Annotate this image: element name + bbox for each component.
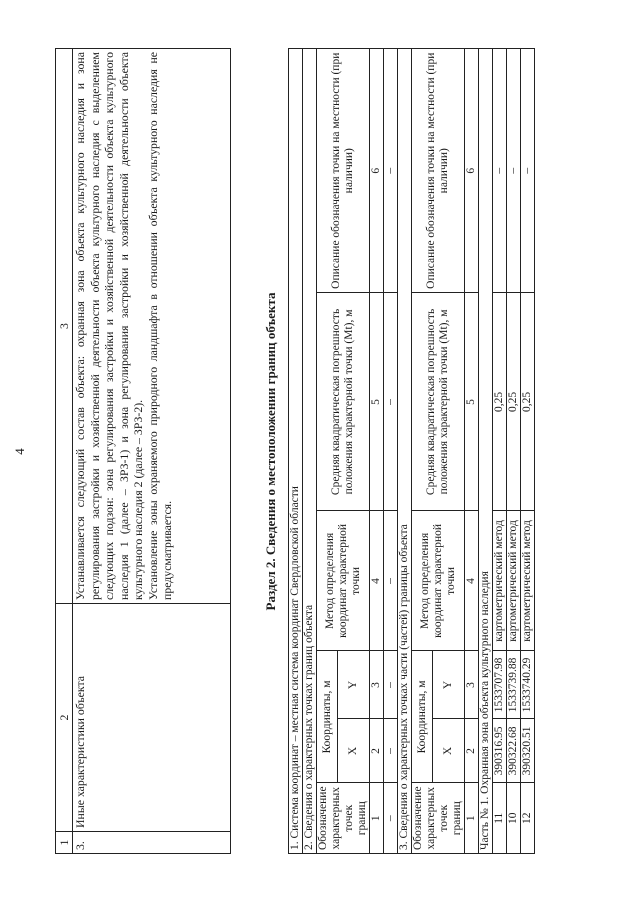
table1-header-cell: 1 — [56, 832, 73, 854]
table1-text-paragraph: Устанавливается следующий состав объекта: охранная зона объекта культурного наследия и зона регулирования застройки и хозяйственной деятельности объекта культурного наследия с выделением следующих подзон: зона регулирования застройки и хозяйственной деятельности объекта культурного наследия 1 (далее – ЗРЗ-1) и зона регулирования застройки и хозяйственной деятельности объекта культурного наследия 2 (далее – ЗРЗ-2). — [73, 52, 145, 600]
point-id: 11 — [493, 783, 507, 854]
point-id: 10 — [507, 783, 521, 854]
point-description: – — [507, 49, 521, 293]
page-number: 4 — [12, 448, 27, 455]
column-number: 5 — [465, 293, 479, 511]
point-description: – — [521, 49, 535, 293]
table1-header-cell: 3 — [56, 49, 73, 604]
coordinate-system-row: 1. Система координат – местная система координат Свердловской области — [289, 49, 303, 854]
column-number: 4 — [370, 511, 384, 651]
header-coordinates: Координаты, м — [317, 651, 338, 783]
dash-cell: – — [384, 511, 398, 651]
dash-cell: – — [384, 719, 398, 783]
section-row: 2. Сведения о характерных точках границ объекта — [303, 49, 317, 854]
point-method: картометрический метод — [493, 511, 507, 651]
column-number: 6 — [370, 49, 384, 293]
table1-row-label: Иные характеристики объекта — [73, 604, 231, 832]
point-method: картометрический метод — [507, 511, 521, 651]
header-y: Y — [338, 651, 370, 719]
point-description: – — [493, 49, 507, 293]
header-method: Метод определения координат характерной точки — [412, 511, 465, 651]
header-coordinates: Координаты, м — [412, 651, 433, 783]
column-number: 2 — [370, 719, 384, 783]
header-y: Y — [433, 651, 465, 719]
column-number: 6 — [465, 49, 479, 293]
point-mt: 0,25 — [493, 293, 507, 511]
table1-row-number: 3. — [73, 832, 231, 854]
column-number: 3 — [370, 651, 384, 719]
section-title: Раздел 2. Сведения о местоположении границ объекта — [263, 292, 278, 611]
point-method: картометрический метод — [521, 511, 535, 651]
header-x: X — [338, 719, 370, 783]
point-y: 1533707.98 — [493, 651, 507, 719]
table1-text-paragraph: Установление зоны охраняемого природного ландшафта в отношении объекта культурного наследия не предусматривается. — [145, 52, 174, 600]
table1-header-cell: 2 — [56, 604, 73, 832]
header-error: Средняя квадратическая погрешность положения характерной точки (Mt), м — [317, 293, 370, 511]
point-id: 12 — [521, 783, 535, 854]
column-number: 3 — [465, 651, 479, 719]
point-y: 1533739.88 — [507, 651, 521, 719]
point-mt: 0,25 — [521, 293, 535, 511]
header-description: Описание обозначения точки на местности (при наличии) — [412, 49, 465, 293]
boundary-table — [288, 48, 535, 854]
point-x: 390320.51 — [521, 719, 535, 783]
dash-cell: – — [384, 783, 398, 854]
column-number: 5 — [370, 293, 384, 511]
header-designation: Обозначение характерных точек границ — [317, 783, 370, 854]
point-x: 390316.95 — [493, 719, 507, 783]
section-row: 3. Сведения о характерных точках части (частей) границы объекта — [398, 49, 412, 854]
point-y: 1533740.29 — [521, 651, 535, 719]
table-row — [507, 49, 521, 854]
header-method: Метод определения координат характерной точки — [317, 511, 370, 651]
column-number: 2 — [465, 719, 479, 783]
dash-cell: – — [384, 293, 398, 511]
table-row — [493, 49, 507, 854]
column-number: 4 — [465, 511, 479, 651]
point-x: 390322.68 — [507, 719, 521, 783]
part-row: Часть № 1. Охранная зона объекта культурного наследия — [479, 49, 493, 854]
table-row — [521, 49, 535, 854]
header-x: X — [433, 719, 465, 783]
header-designation: Обозначение характерных точек границ — [412, 783, 465, 854]
dash-cell: – — [384, 651, 398, 719]
point-mt: 0,25 — [507, 293, 521, 511]
column-number: 1 — [465, 783, 479, 854]
header-description: Описание обозначения точки на местности (при наличии) — [317, 49, 370, 293]
header-error: Средняя квадратическая погрешность положения характерной точки (Mt), м — [412, 293, 465, 511]
column-number: 1 — [370, 783, 384, 854]
table1-row-content — [73, 49, 231, 604]
dash-cell: – — [384, 49, 398, 293]
characteristics-table — [55, 48, 231, 854]
